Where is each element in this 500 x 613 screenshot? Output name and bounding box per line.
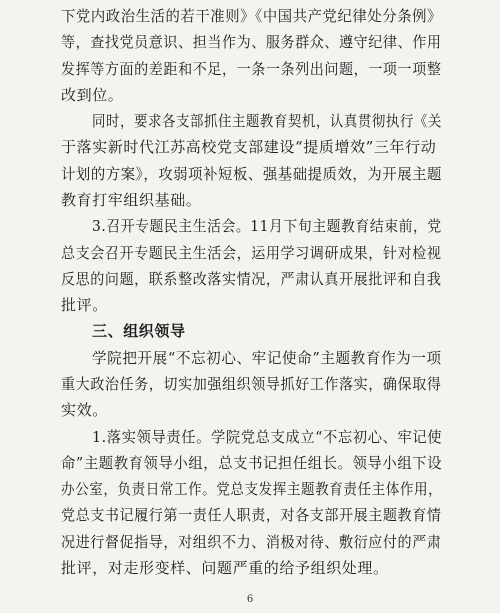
paragraph-first-line: 同时，要求各支部抓住主题教育契机，认真贯彻执行《关 — [92, 112, 442, 130]
text-line: 重大政治任务，切实加强组织领导抓好工作落实，确保取得 — [61, 375, 442, 393]
text-line: 党总支书记履行第一责任人职责，对各支部开展主题教育情 — [61, 506, 442, 524]
text-line: 办公室，负责日常工作。党总支发挥主题教育责任主体作用， — [61, 480, 443, 498]
paragraph-first-line: 1.落实领导责任。学院党总支成立“不忘初心、牢记使 — [92, 428, 443, 446]
text-line: 下党内政治生活的若干准则》《中国共产党纪律处分条例》 — [61, 7, 442, 25]
text-line: 反思的问题，联系整改落实情况，严肃认真开展批评和自我 — [61, 270, 442, 288]
text-line: 教育打牢组织基础。 — [61, 191, 202, 209]
text-line: 实效。 — [61, 401, 108, 419]
text-line: 于落实新时代江苏高校党支部建设“提质增效”三年行动 — [61, 138, 437, 156]
paragraph-first-line: 3.召开专题民主生活会。11月下旬主题教育结束前，党 — [92, 217, 442, 235]
text-line: 计划的方案》，攻弱项补短板、强基础提质效，为开展主题 — [61, 165, 442, 183]
text-line: 批评，对走形变样、问题严重的给予组织处理。 — [61, 559, 389, 577]
text-line: 批评。 — [61, 296, 108, 314]
text-line: 等，查找党员意识、担当作为、服务群众、遵守纪律、作用 — [61, 33, 442, 51]
text-line: 命”主题教育领导小组，总支书记担任组长。领导小组下设 — [61, 454, 443, 472]
text-line: 发挥等方面的差距和不足，一条一条列出问题，一项一项整 — [61, 60, 442, 78]
section-heading: 三、组织领导 — [92, 322, 186, 340]
text-line: 改到位。 — [61, 86, 124, 104]
page-number: 6 — [246, 594, 254, 605]
text-line: 况进行督促指导，对组织不力、消极对待、敷衍应付的严肃 — [61, 533, 442, 551]
paragraph-first-line: 学院把开展“不忘初心、牢记使命”主题教育作为一项 — [92, 349, 442, 367]
text-line: 总支会召开专题民主生活会，运用学习调研成果，针对检视 — [61, 244, 442, 262]
